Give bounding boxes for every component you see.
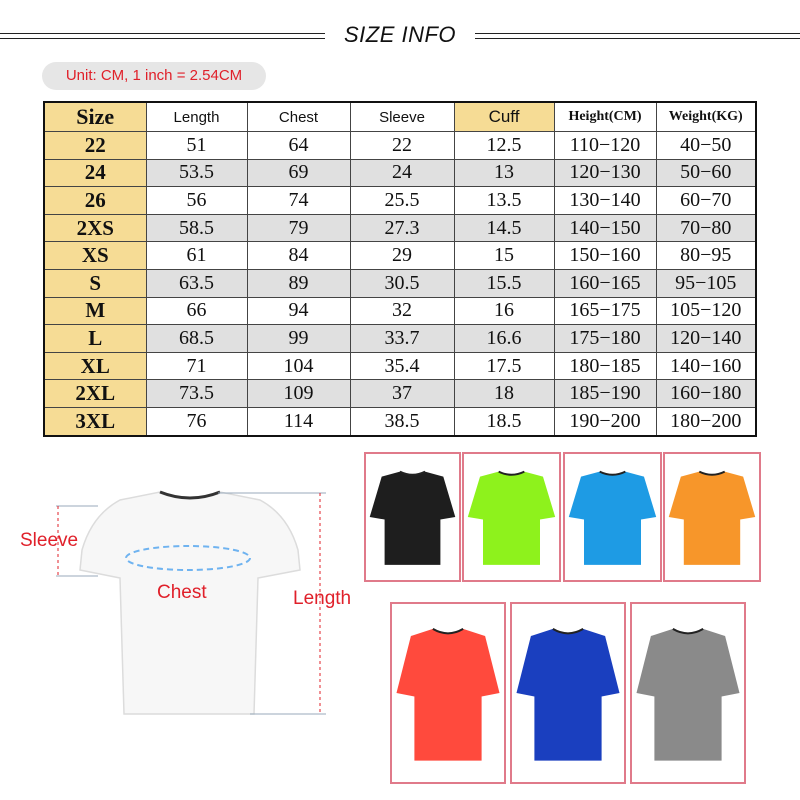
tshirt-royal-blue-icon <box>512 604 624 782</box>
cell-cuff: 16 <box>454 297 554 325</box>
cell-cuff: 13.5 <box>454 187 554 215</box>
cell-chest: 69 <box>247 159 350 187</box>
cell-length: 51 <box>146 132 247 160</box>
header-rule-left <box>0 33 325 34</box>
cell-chest: 64 <box>247 132 350 160</box>
cell-size: 22 <box>44 132 146 160</box>
col-header-weight: Weight(KG) <box>656 102 756 132</box>
cell-chest: 79 <box>247 214 350 242</box>
header-rule-right-2 <box>475 38 800 39</box>
cell-cuff: 18.5 <box>454 407 554 435</box>
cell-weight: 50−60 <box>656 159 756 187</box>
tshirt-orange-icon <box>665 454 759 580</box>
col-header-cuff: Cuff <box>454 102 554 132</box>
col-header-chest: Chest <box>247 102 350 132</box>
tshirt-sky-blue-icon <box>565 454 660 580</box>
cell-size: 3XL <box>44 407 146 435</box>
cell-weight: 140−160 <box>656 352 756 380</box>
cell-size: XS <box>44 242 146 270</box>
cell-size: 2XS <box>44 214 146 242</box>
cell-chest: 109 <box>247 380 350 408</box>
cell-weight: 160−180 <box>656 380 756 408</box>
cell-sleeve: 27.3 <box>350 214 454 242</box>
cell-size: 26 <box>44 187 146 215</box>
cell-height: 110−120 <box>554 132 656 160</box>
table-row <box>44 187 756 215</box>
length-label: Length <box>293 588 352 609</box>
cell-chest: 84 <box>247 242 350 270</box>
table-row <box>44 159 756 187</box>
swatch-orange[interactable] <box>663 452 761 582</box>
cell-sleeve: 24 <box>350 159 454 187</box>
cell-weight: 70−80 <box>656 214 756 242</box>
cell-cuff: 15.5 <box>454 269 554 297</box>
page-title: SIZE INFO <box>343 22 457 47</box>
table-row <box>44 214 756 242</box>
cell-sleeve: 37 <box>350 380 454 408</box>
cell-length: 66 <box>146 297 247 325</box>
swatch-coral-red[interactable] <box>390 602 506 784</box>
cell-cuff: 12.5 <box>454 132 554 160</box>
cell-length: 53.5 <box>146 159 247 187</box>
cell-length: 63.5 <box>146 269 247 297</box>
cell-weight: 40−50 <box>656 132 756 160</box>
cell-sleeve: 35.4 <box>350 352 454 380</box>
cell-height: 180−185 <box>554 352 656 380</box>
cell-weight: 105−120 <box>656 297 756 325</box>
swatch-neon-green[interactable] <box>462 452 561 582</box>
table-row <box>44 325 756 353</box>
table-row <box>44 269 756 297</box>
cell-weight: 60−70 <box>656 187 756 215</box>
swatch-royal-blue[interactable] <box>510 602 626 784</box>
tshirt-black-icon <box>366 454 459 580</box>
cell-chest: 99 <box>247 325 350 353</box>
cell-size: 24 <box>44 159 146 187</box>
cell-chest: 89 <box>247 269 350 297</box>
header-rule-right <box>475 33 800 34</box>
swatch-sky-blue[interactable] <box>563 452 662 582</box>
cell-sleeve: 29 <box>350 242 454 270</box>
cell-height: 185−190 <box>554 380 656 408</box>
cell-sleeve: 25.5 <box>350 187 454 215</box>
col-header-size: Size <box>44 102 146 132</box>
cell-height: 175−180 <box>554 325 656 353</box>
cell-cuff: 17.5 <box>454 352 554 380</box>
cell-height: 120−130 <box>554 159 656 187</box>
cell-height: 140−150 <box>554 214 656 242</box>
cell-sleeve: 33.7 <box>350 325 454 353</box>
table-header-row <box>44 102 756 132</box>
cell-size: S <box>44 269 146 297</box>
cell-sleeve: 30.5 <box>350 269 454 297</box>
cell-cuff: 16.6 <box>454 325 554 353</box>
cell-cuff: 15 <box>454 242 554 270</box>
tshirt-coral-red-icon <box>392 604 504 782</box>
unit-note: Unit: CM, 1 inch = 2.54CM <box>42 62 266 90</box>
cell-chest: 104 <box>247 352 350 380</box>
cell-cuff: 18 <box>454 380 554 408</box>
cell-size: 2XL <box>44 380 146 408</box>
cell-size: M <box>44 297 146 325</box>
cell-length: 68.5 <box>146 325 247 353</box>
cell-length: 71 <box>146 352 247 380</box>
cell-sleeve: 32 <box>350 297 454 325</box>
cell-height: 165−175 <box>554 297 656 325</box>
cell-length: 76 <box>146 407 247 435</box>
cell-length: 73.5 <box>146 380 247 408</box>
size-table <box>43 101 757 437</box>
col-header-sleeve: Sleeve <box>350 102 454 132</box>
col-header-height: Height(CM) <box>554 102 656 132</box>
cell-sleeve: 38.5 <box>350 407 454 435</box>
cell-height: 160−165 <box>554 269 656 297</box>
cell-length: 61 <box>146 242 247 270</box>
cell-height: 150−160 <box>554 242 656 270</box>
cell-size: L <box>44 325 146 353</box>
swatch-black[interactable] <box>364 452 461 582</box>
table-row <box>44 297 756 325</box>
cell-chest: 114 <box>247 407 350 435</box>
tshirt-neon-green-icon <box>464 454 559 580</box>
cell-cuff: 13 <box>454 159 554 187</box>
chest-label: Chest <box>157 582 207 603</box>
table-row <box>44 407 756 435</box>
header-rule-left-2 <box>0 38 325 39</box>
cell-length: 58.5 <box>146 214 247 242</box>
cell-height: 130−140 <box>554 187 656 215</box>
swatch-heather-grey[interactable] <box>630 602 746 784</box>
col-header-length: Length <box>146 102 247 132</box>
cell-weight: 80−95 <box>656 242 756 270</box>
table-row <box>44 132 756 160</box>
cell-chest: 94 <box>247 297 350 325</box>
sleeve-label: Sleeve <box>20 530 79 551</box>
cell-size: XL <box>44 352 146 380</box>
cell-length: 56 <box>146 187 247 215</box>
table-row <box>44 352 756 380</box>
cell-weight: 95−105 <box>656 269 756 297</box>
cell-sleeve: 22 <box>350 132 454 160</box>
cell-chest: 74 <box>247 187 350 215</box>
cell-weight: 120−140 <box>656 325 756 353</box>
tshirt-heather-grey-icon <box>632 604 744 782</box>
cell-height: 190−200 <box>554 407 656 435</box>
cell-cuff: 14.5 <box>454 214 554 242</box>
cell-weight: 180−200 <box>656 407 756 435</box>
table-row <box>44 242 756 270</box>
table-row <box>44 380 756 408</box>
